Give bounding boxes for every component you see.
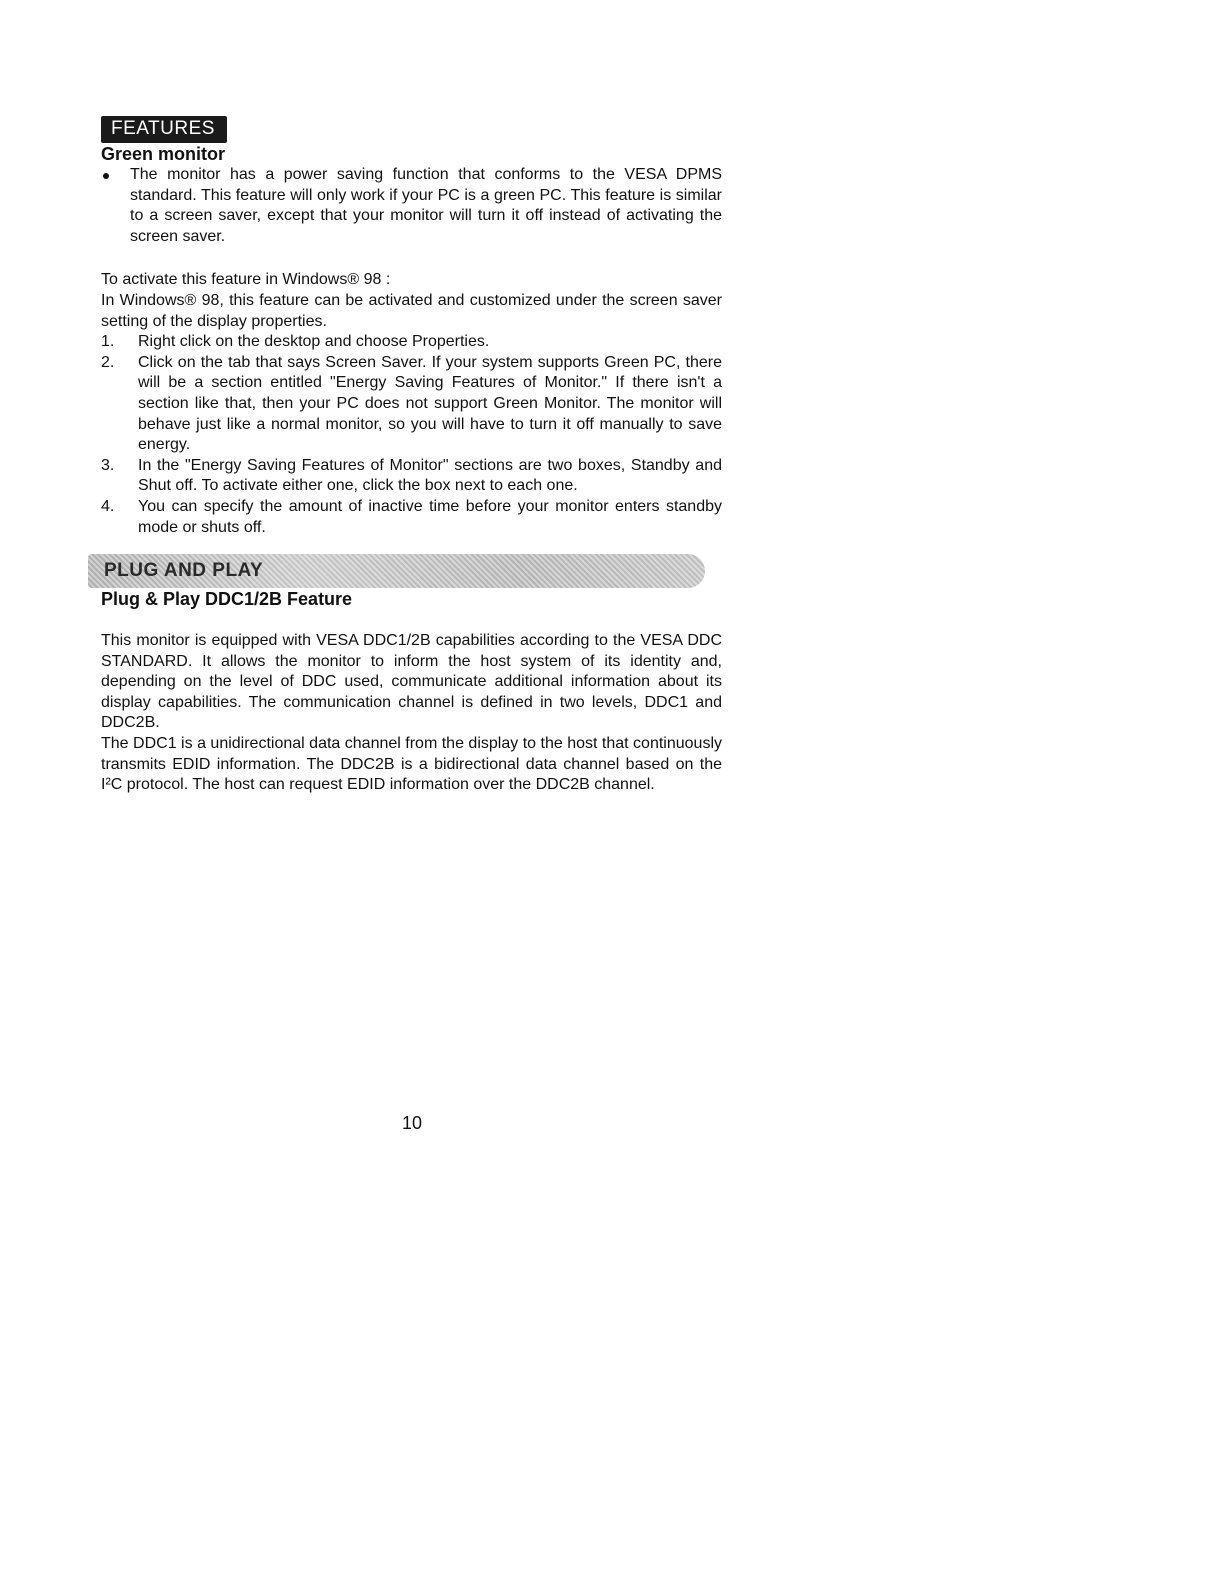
step-text: Click on the tab that says Screen Saver. If your system supports Green PC, there will be a section entitled "Energy Saving Features of Monitor." If there isn't a section like that, then your PC does not support Green Monitor. The monitor will behave just like a normal monitor, so you will have to turn it off manually to save energy. (138, 353, 722, 454)
step-text: In the "Energy Saving Features of Monitor" sections are two boxes, Standby and Shut off. To activate either one, click the box next to each one. (138, 456, 722, 495)
step-number: 1. (101, 333, 115, 351)
bullet-dot-icon (103, 173, 109, 179)
step-item (101, 332, 722, 353)
step-number: 3. (101, 456, 115, 474)
plug-and-play-banner-label: PLUG AND PLAY (104, 560, 264, 582)
plug-and-play-heading: Plug & Play DDC1/2B Feature (101, 589, 353, 610)
features-section-badge: FEATURES (101, 116, 227, 143)
pnp-paragraph-1: This monitor is equipped with VESA DDC1/2B capabilities according to the VESA DDC STANDARD. It allows the monitor to inform the host system of its identity and, depending on the level of DDC used, communicate additional information about its display capabilities. The communication channel is defined in two levels, DDC1 and DDC2B. (101, 632, 722, 732)
pnp-paragraph-2: The DDC1 is a unidirectional data channel from the display to the host that continuously transmits EDID information. The DDC2B is a bidirectional data channel based on the I²C protocol. The host can request EDID information over the DDC2B channel. (101, 735, 722, 794)
manual-page (101, 116, 722, 796)
step-text: You can specify the amount of inactive time before your monitor enters standby mode or shuts off. (138, 497, 722, 536)
page-number: 10 (402, 1113, 423, 1133)
bullet-text: The monitor has a power saving function that conforms to the VESA DPMS standard. This feature will only work if your PC is a green PC. This feature is similar to a screen saver, except that your monitor will turn it off instead of activating the screen saver. (130, 166, 722, 245)
activation-steps (101, 332, 722, 538)
green-monitor-heading: Green monitor (101, 144, 226, 164)
activate-intro: In Windows® 98, this feature can be activated and customized under the screen saver setting of the display properties. (101, 291, 722, 330)
step-number: 4. (101, 497, 115, 515)
activate-line: To activate this feature in Windows® 98 : (101, 271, 391, 289)
step-number: 2. (101, 353, 115, 371)
step-item (101, 497, 722, 538)
plug-and-play-banner (88, 554, 705, 588)
green-monitor-bullets (101, 165, 722, 247)
step-item (101, 353, 722, 456)
step-item (101, 456, 722, 497)
green-monitor-bullet (101, 165, 722, 247)
step-text: Right click on the desktop and choose Properties. (138, 333, 490, 351)
